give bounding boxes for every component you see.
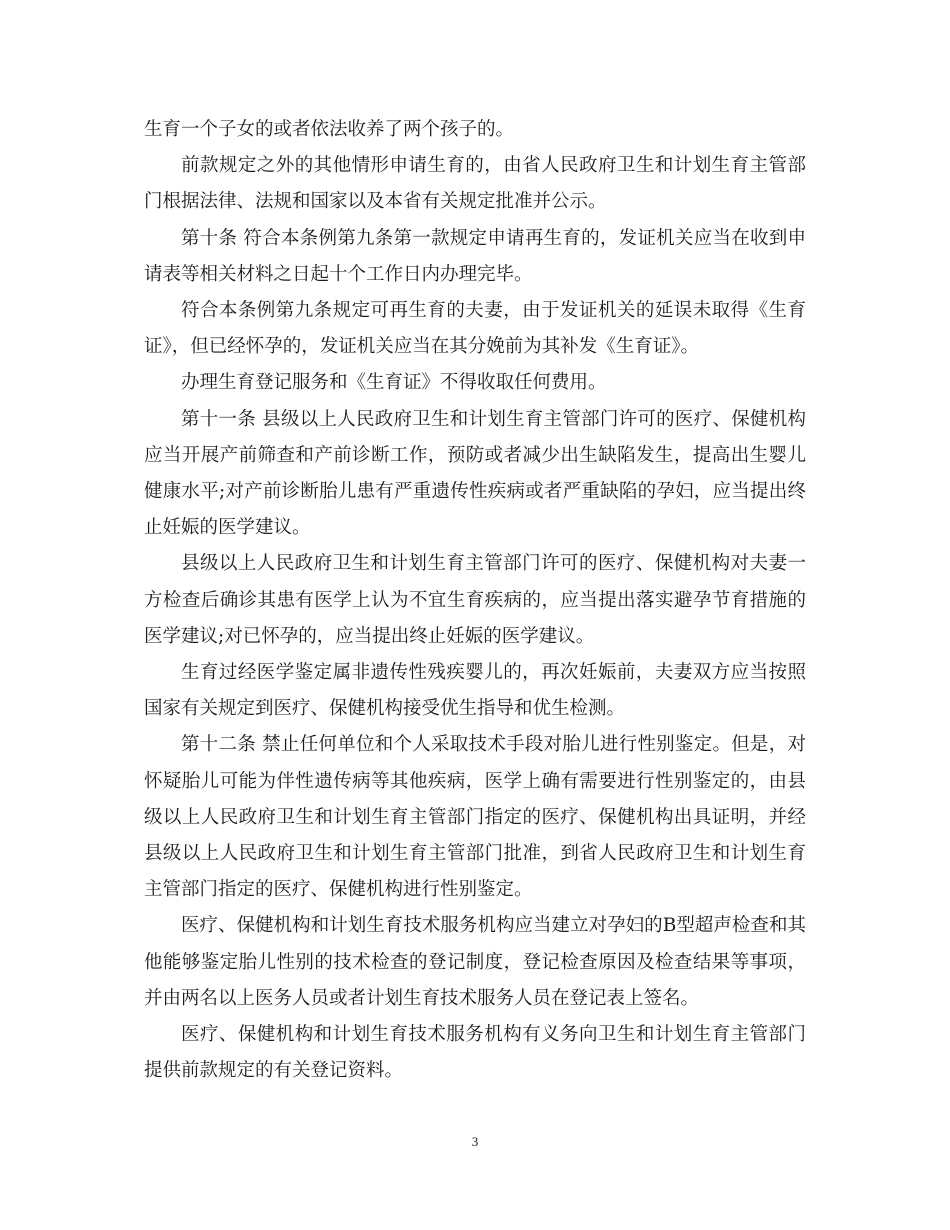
paragraph-2: 前款规定之外的其他情形申请生育的，由省人民政府卫生和计划生育主管部门根据法律、法规和国家以及本省有关规定批准并公示。 [144, 155, 806, 213]
paragraph-1: 生育一个子女的或者依法收养了两个孩子的。 [144, 119, 515, 140]
paragraph-4: 符合本条例第九条规定可再生育的夫妻，由于发证机关的延误未取得《生育证》，但已经怀孕的，发证机关应当在其分娩前为其补发《生育证》。 [144, 300, 806, 358]
paragraph-10: 医疗、保健机构和计划生育技术服务机构应当建立对孕妇的B型超声检查和其他能够鉴定胎儿性别的技术检查的登记制度，登记检查原因及检查结果等事项，并由两名以上医务人员或者计划生育技术服务人员在登记表上签名。 [144, 915, 806, 1009]
paragraph-article-12: 第十二条 禁止任何单位和个人采取技术手段对胎儿进行性别鉴定。但是，对怀疑胎儿可能为伴性遗传病等其他疾病，医学上确有需要进行性别鉴定的，由县级以上人民政府卫生和计划生育主管部门指定的医疗、保健机构出具证明，并经县级以上人民政府卫生和计划生育主管部门批准，到省人民政府卫生和计划生育主管部门指定的医疗、保健机构进行性别鉴定。 [144, 734, 806, 901]
paragraph-8: 生育过经医学鉴定属非遗传性残疾婴儿的，再次妊娠前，夫妻双方应当按照国家有关规定到医疗、保健机构接受优生指导和优生检测。 [144, 662, 806, 720]
paragraph-11: 医疗、保健机构和计划生育技术服务机构有义务向卫生和计划生育主管部门提供前款规定的有关登记资料。 [144, 1024, 806, 1082]
paragraph-7: 县级以上人民政府卫生和计划生育主管部门许可的医疗、保健机构对夫妻一方检查后确诊其患有医学上认为不宜生育疾病的，应当提出落实避孕节育措施的医学建议;对已怀孕的，应当提出终止妊娠的医学建议。 [144, 553, 806, 647]
document-body [144, 112, 806, 1089]
paragraph-article-11: 第十一条 县级以上人民政府卫生和计划生育主管部门许可的医疗、保健机构应当开展产前筛查和产前诊断工作，预防或者减少出生缺陷发生，提高出生婴儿健康水平;对产前诊断胎儿患有严重遗传性疾病或者严重缺陷的孕妇，应当提出终止妊娠的医学建议。 [144, 408, 806, 539]
page-number: 3 [471, 1134, 479, 1149]
paragraph-article-10: 第十条 符合本条例第九条第一款规定申请再生育的，发证机关应当在收到申请表等相关材料之日起十个工作日内办理完毕。 [144, 227, 806, 285]
paragraph-5: 办理生育登记服务和《生育证》不得收取任何费用。 [181, 372, 607, 394]
